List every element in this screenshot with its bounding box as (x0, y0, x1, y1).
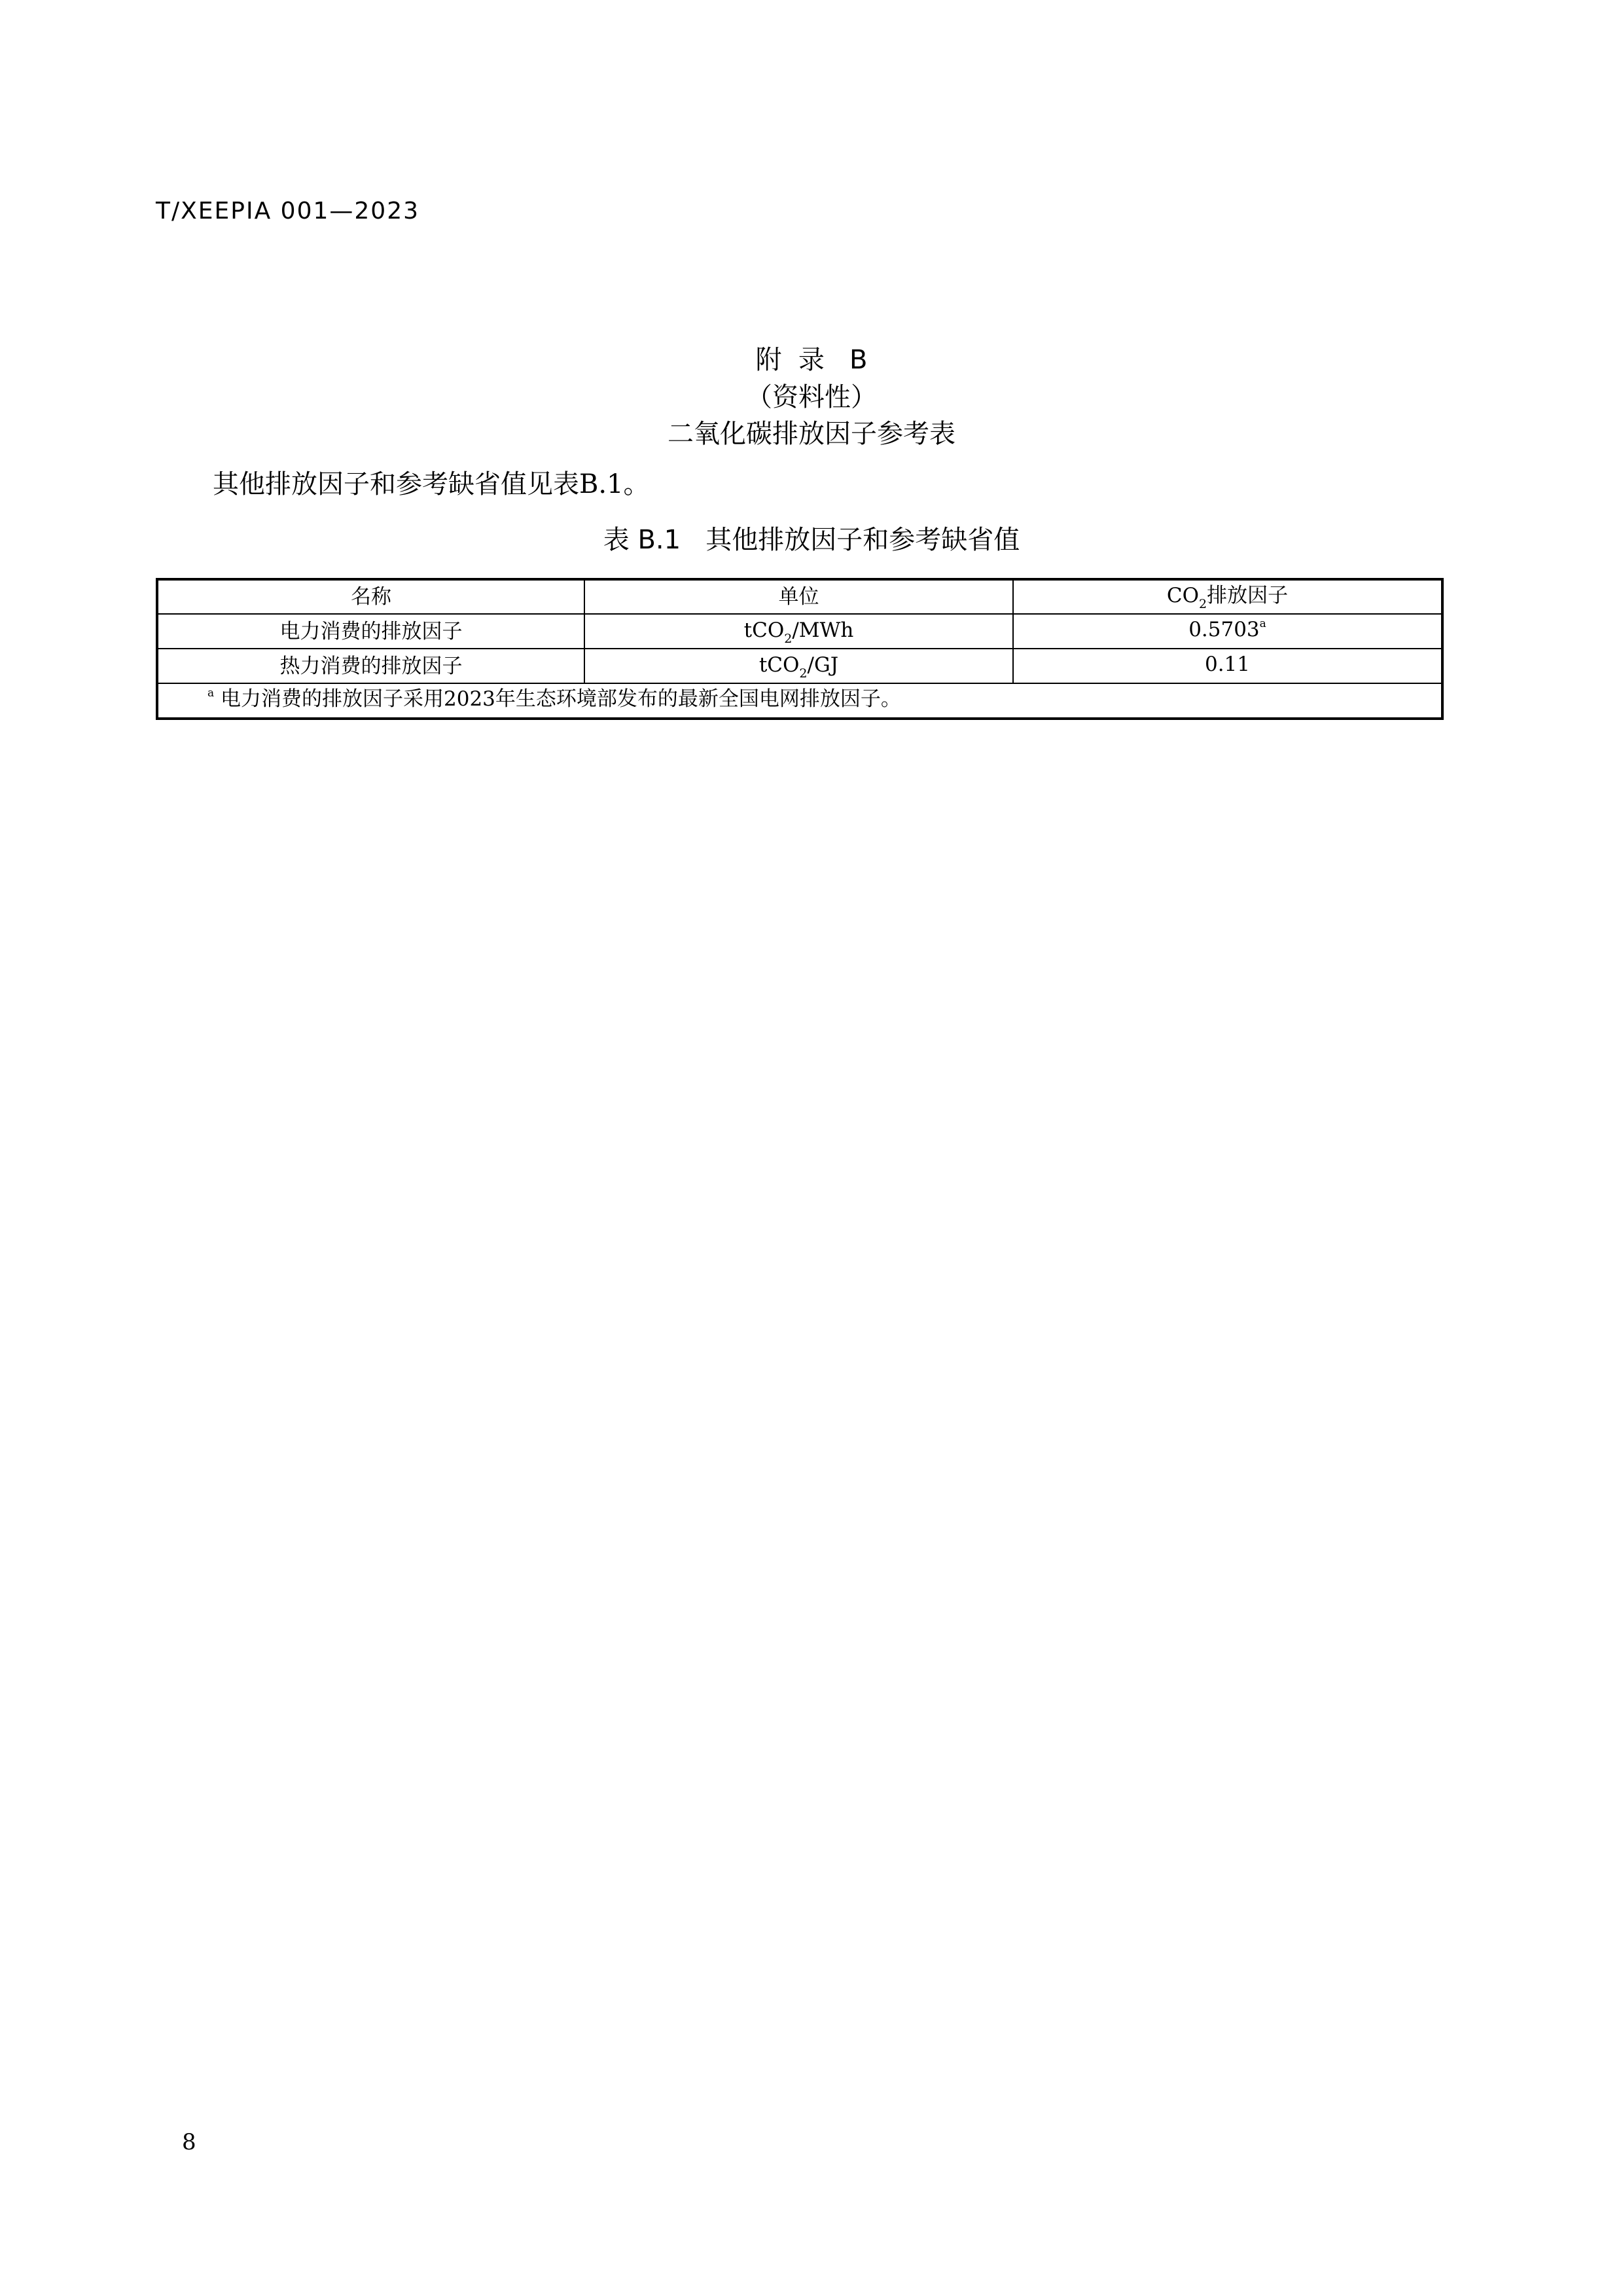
row-value-cell (1013, 614, 1442, 649)
table-row (157, 614, 1442, 649)
row-unit-prefix: tCO (743, 618, 785, 642)
row-unit-subscript: 2 (784, 631, 793, 646)
table-footnote-row (157, 683, 1442, 719)
row-name-cell (157, 649, 584, 683)
header-factor-subscript: 2 (1199, 597, 1207, 611)
header-unit (584, 579, 1013, 614)
table-row (157, 649, 1442, 683)
header-name (157, 579, 584, 614)
row-unit-cell (584, 614, 1013, 649)
page-number: 8 (182, 2129, 196, 2155)
header-factor (1013, 579, 1442, 614)
appendix-title: 二氧化碳排放因子参考表 (668, 419, 955, 449)
table-footnote (157, 683, 1442, 719)
table-header-row (157, 579, 1442, 614)
row-value: 0.11 (1204, 653, 1251, 676)
appendix-nature: （资料性） (746, 382, 877, 412)
row-name: 热力消费的排放因子 (279, 654, 463, 678)
row-name-cell (157, 614, 584, 649)
row-value: 0.5703 (1188, 618, 1260, 641)
footnote-text: 电力消费的排放因子采用2023年生态环境部发布的最新全国电网排放因子。 (214, 687, 901, 711)
header-name-label: 名称 (351, 585, 391, 609)
header-unit-label: 单位 (778, 585, 819, 609)
row-value-note-mark: a (1259, 617, 1266, 630)
row-unit-prefix: tCO (758, 653, 800, 677)
header-factor-prefix: CO (1166, 584, 1200, 607)
row-unit-suffix: /GJ (807, 653, 839, 677)
document-code: T/XEEPIA 001—2023 (156, 198, 419, 224)
row-value-cell (1013, 649, 1442, 683)
row-unit-suffix: /MWh (792, 618, 854, 642)
row-name: 电力消费的排放因子 (279, 619, 463, 643)
header-factor-suffix: 排放因子 (1207, 584, 1289, 607)
emission-factor-table (156, 578, 1444, 720)
footnote-mark: a (207, 687, 215, 700)
appendix-label: 附 录 B (755, 345, 868, 375)
row-unit-subscript: 2 (799, 666, 808, 681)
intro-paragraph: 其他排放因子和参考缺省值见表B.1。 (213, 469, 650, 499)
row-unit-cell (584, 649, 1013, 683)
table-caption: 表 B.1 其他排放因子和参考缺省值 (603, 525, 1020, 555)
